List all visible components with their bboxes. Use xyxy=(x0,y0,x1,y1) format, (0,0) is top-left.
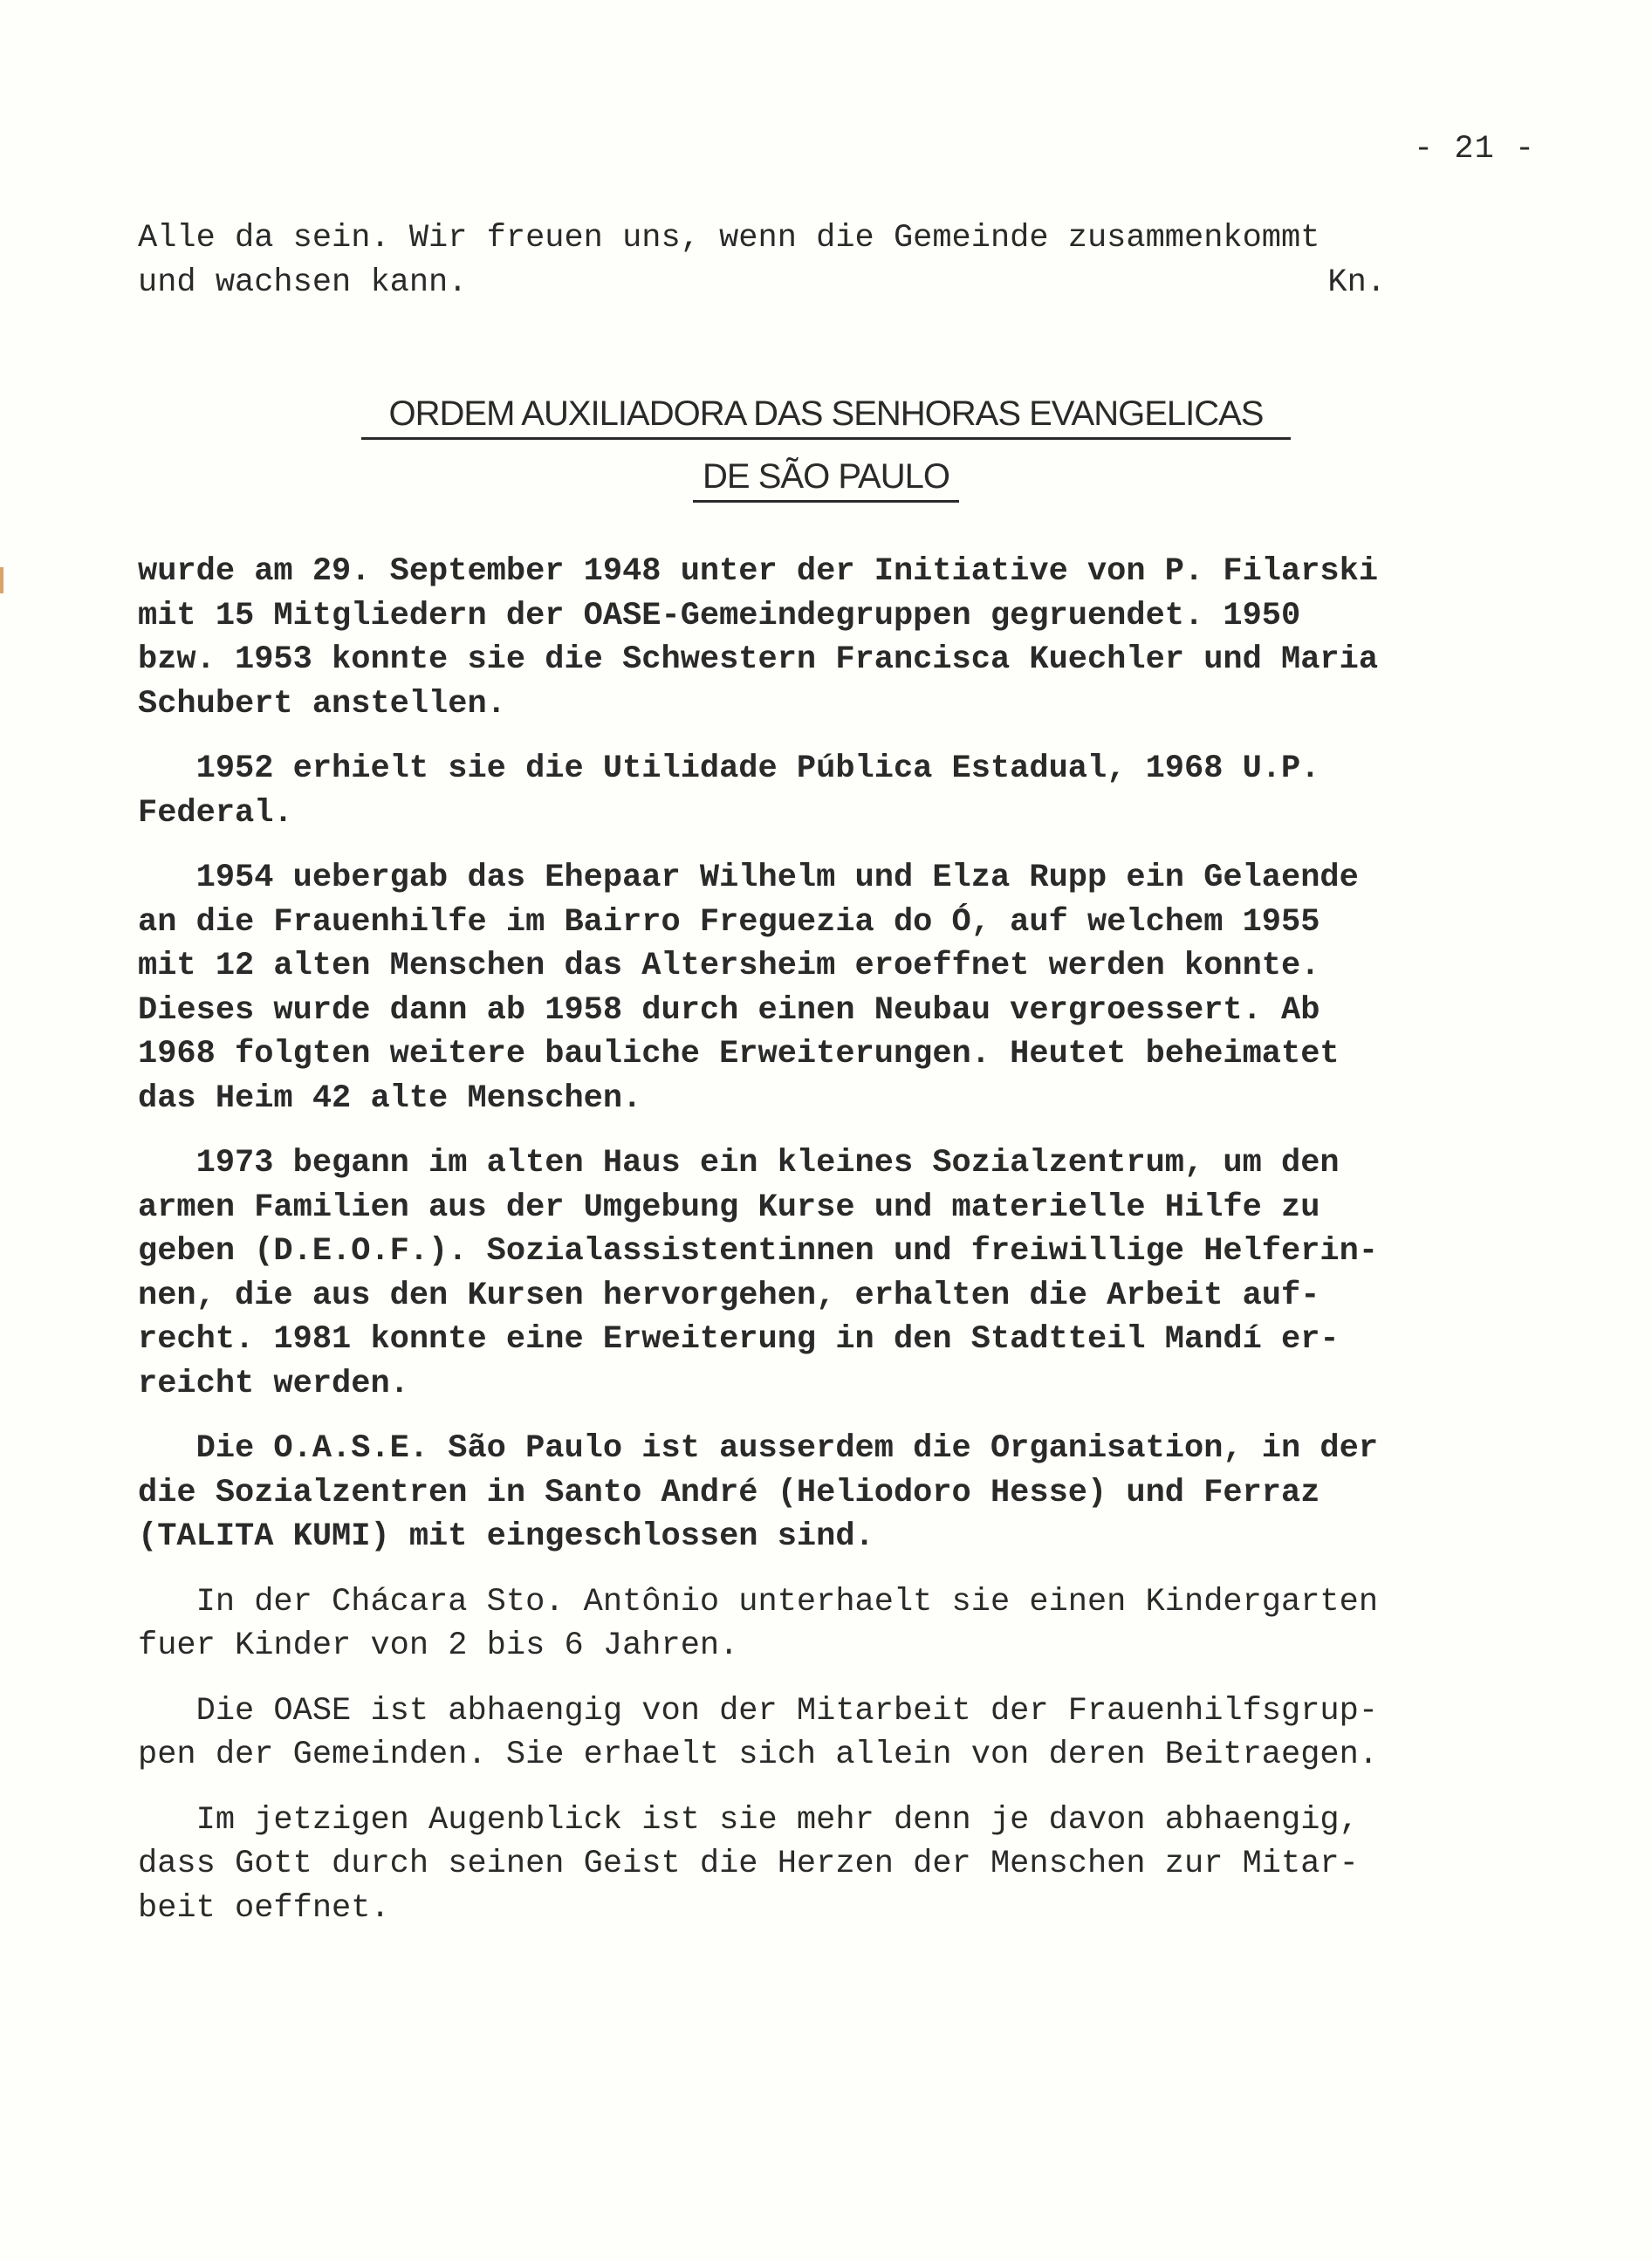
text-line: pen der Gemeinden. Sie erhaelt sich allein von deren Beitraegen. xyxy=(138,1737,1379,1773)
paragraph xyxy=(138,1427,1552,1559)
intro-line: Alle da sein. Wir freuen uns, wenn die Gemeinde zusammenkommt xyxy=(138,220,1320,257)
author-signature: Kn. xyxy=(1327,264,1386,301)
intro-last-line xyxy=(138,261,1386,305)
text-line: recht. 1981 konnte eine Erweiterung in den Stadtteil Mandí er- xyxy=(138,1321,1340,1358)
paragraph xyxy=(138,1141,1552,1406)
text-line: an die Frauenhilfe im Bairro Freguezia do Ó, auf welchem 1955 xyxy=(138,903,1320,941)
text-line: die Sozialzentren in Santo André (Heliodoro Hesse) und Ferraz xyxy=(138,1474,1320,1511)
text-line: 1954 uebergab das Ehepaar Wilhelm und Elza Rupp ein Gelaende xyxy=(138,860,1359,896)
text-line: Die OASE ist abhaengig von der Mitarbeit der Frauenhilfsgrup- xyxy=(138,1692,1379,1730)
text-line: mit 12 alten Menschen das Altersheim eroeffnet werden konnte. xyxy=(138,948,1320,984)
text-line: dass Gott durch seinen Geist die Herzen der Menschen zur Mitar- xyxy=(138,1846,1359,1882)
section-heading-line: DE SÃO PAULO xyxy=(693,457,959,503)
page-edge-mark xyxy=(0,567,3,593)
paragraph xyxy=(138,1799,1552,1931)
text-line: Dieses wurde dann ab 1958 durch einen Neubau vergroessert. Ab xyxy=(138,991,1320,1029)
text-line: beit oeffnet. xyxy=(138,1889,390,1927)
body-text xyxy=(138,550,1552,1951)
text-line: bzw. 1953 konnte sie die Schwestern Francisca Kuechler und Maria xyxy=(138,641,1379,678)
paragraph xyxy=(138,1580,1552,1668)
text-line: wurde am 29. September 1948 unter der Initiative von P. Filarski xyxy=(138,553,1379,590)
text-line: Die O.A.S.E. São Paulo ist ausserdem die Organisation, in der xyxy=(138,1430,1379,1467)
text-line: 1973 begann im alten Haus ein kleines Sozialzentrum, um den xyxy=(138,1145,1340,1182)
text-line: Schubert anstellen. xyxy=(138,685,506,723)
text-line: Federal. xyxy=(138,794,293,832)
paragraph xyxy=(138,550,1552,726)
paragraph xyxy=(138,1689,1552,1778)
text-line: In der Chácara Sto. Antônio unterhaelt sie einen Kindergarten xyxy=(138,1583,1379,1620)
text-line: nen, die aus den Kursen hervorgehen, erhalten die Arbeit auf- xyxy=(138,1277,1320,1314)
intro-text xyxy=(138,216,1499,305)
paragraph xyxy=(138,747,1552,835)
text-line: (TALITA KUMI) mit eingeschlossen sind. xyxy=(138,1518,874,1555)
section-heading-line: ORDEM AUXILIADORA DAS SENHORAS EVANGELICAS xyxy=(361,394,1291,440)
text-line: 1952 erhielt sie die Utilidade Pública Estadual, 1968 U.P. xyxy=(138,750,1320,787)
text-line: geben (D.E.O.F.). Sozialassistentinnen und freiwillige Helferin- xyxy=(138,1233,1379,1270)
section-heading xyxy=(0,457,1652,503)
intro-line: und wachsen kann. xyxy=(138,264,468,301)
text-line: mit 15 Mitgliedern der OASE-Gemeindegruppen gegruendet. 1950 xyxy=(138,597,1301,634)
text-line: das Heim 42 alte Menschen. xyxy=(138,1079,642,1117)
paragraph xyxy=(138,856,1552,1120)
text-line: Im jetzigen Augenblick ist sie mehr denn je davon abhaengig, xyxy=(138,1801,1359,1839)
text-line: fuer Kinder von 2 bis 6 Jahren. xyxy=(138,1627,739,1664)
section-heading xyxy=(0,394,1652,440)
text-line: reicht werden. xyxy=(138,1365,409,1402)
page-number: - 21 - xyxy=(1414,131,1536,168)
text-line: armen Familien aus der Umgebung Kurse und materielle Hilfe zu xyxy=(138,1189,1320,1226)
text-line: 1968 folgten weitere bauliche Erweiterungen. Heutet beheimatet xyxy=(138,1036,1340,1072)
